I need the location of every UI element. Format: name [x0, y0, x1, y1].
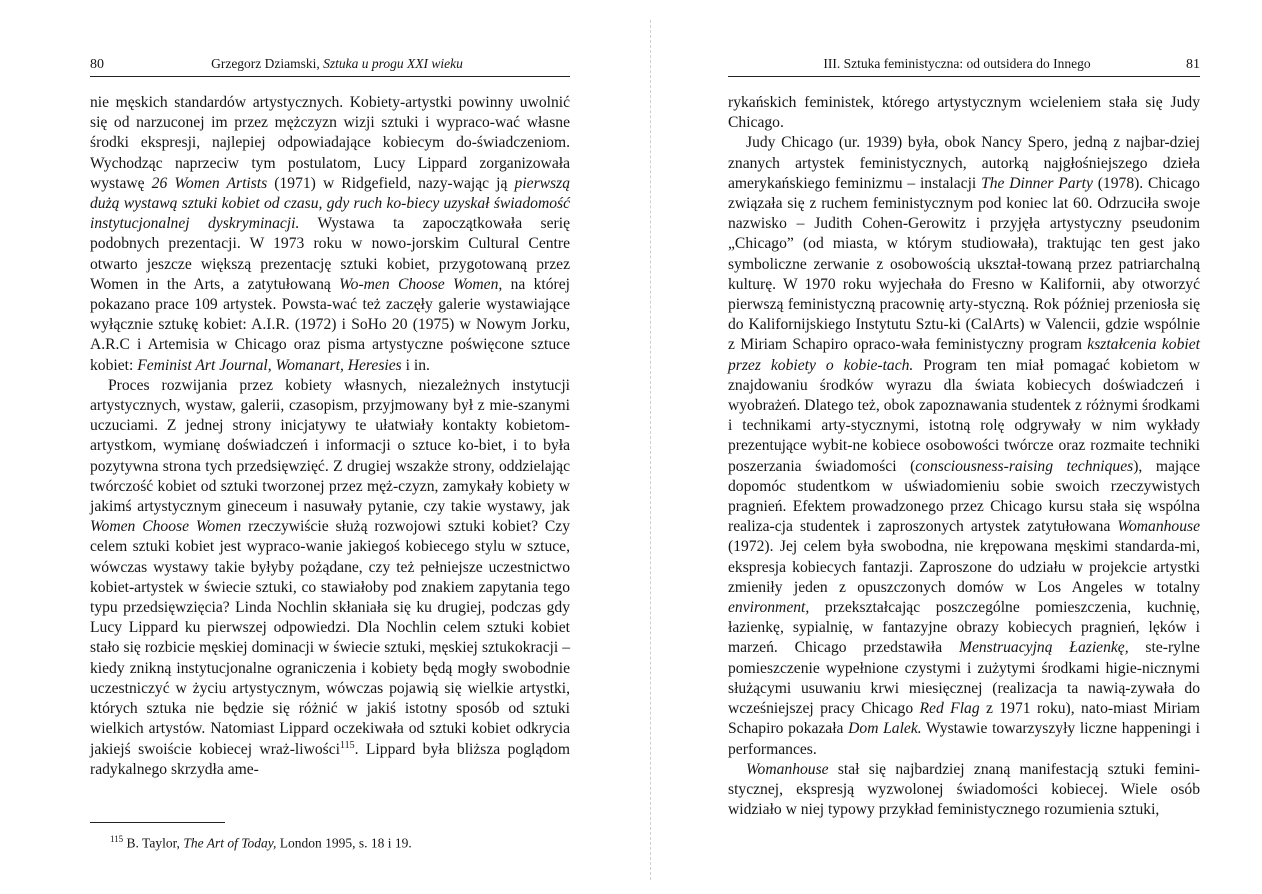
- left-page: [90, 56, 571, 851]
- right-running-head: III. Sztuka feministyczna: od outsidera do Innego: [823, 56, 1091, 71]
- left-running-head: [104, 56, 570, 72]
- right-page-number: 81: [1186, 57, 1200, 72]
- right-page: [728, 56, 1200, 820]
- book-gutter: [650, 20, 653, 880]
- right-page-body: [728, 93, 1200, 820]
- running-head-author: Grzegorz Dziamski,: [211, 56, 320, 71]
- footnote-rule: [90, 822, 225, 823]
- left-page-number: 80: [90, 57, 104, 72]
- right-page-header: [728, 56, 1200, 77]
- right-paragraph-1: rykańskich feministek, którego artystycznym wcieleniem stała się Judy Chicago.: [728, 94, 1200, 132]
- footnote-reference: 115: [339, 739, 355, 751]
- footnote: $^{115}$ B. Taylor, The Art of Today, London 1995, s. 18 i 19.: [110, 834, 412, 851]
- left-paragraph-1: nie męskich standardów artystycznych. Kobiety-artystki powinny uwolnić się od narzuconej im przez mężczyzn wizji sztuki i wypraco-wać własne środki ekspresji, najlepiej odpowiadające kobiecym do-świadczeniom. Wychodząc naprzeciw tym postulatom, Lucy Lippard zorganizowała wystawę 26 Women Artists (1971) w Ridgefield, nazy-wając ją pierwszą dużą wystawą sztuki kobiet od czasu, gdy ruch ko-biecy uzyskał świadomość instytucjonalnej dyskryminacji. Wystawa ta zapoczątkowała serię podobnych prezentacji. W 1973 roku w nowo-jorskim Cultural Centre otwarto jeszcze większą prezentację sztuki kobiet, przygotowaną przez Women in the Arts, a zatytułowaną Wo-men Choose Women, na której pokazano prace 109 artystek. Powsta-wać też zaczęły galerie wystawiające wyłącznie sztukę kobiet: A.I.R. (1972) i SoHo 20 (1975) w Nowym Jorku, A.R.C i Artemisia w Chicago oraz pisma artystyczne poświęcone sztuce kobiet: Feminist Art Journal, Womanart, Heresies i in.: [90, 94, 570, 374]
- left-page-header: [90, 56, 570, 77]
- right-paragraph-3: Womanhouse stał się najbardziej znaną manifestacją sztuki femini-stycznej, ekspresją wyzwolonej świadomości kobiecej. Wiele osób widziało w niej typowy przykład feministycznego rozumienia sztuki,: [728, 760, 1200, 819]
- left-page-body: [90, 93, 570, 780]
- running-head-book-title: Sztuka u progu XXI wieku: [323, 56, 463, 71]
- right-paragraph-2: Judy Chicago (ur. 1939) była, obok Nancy Spero, jedną z najbar-dziej znanych artystek feministycznych, autorką najgłośniejszego dzieła amerykańskiego feminizmu – instalacji The Dinner Party (1978). Chicago związała się z ruchem feministycznym pod koniec lat 60. Odrzuciła swoje nazwisko – Judith Cohen-Gerowitz i przyjęła artystyczny pseudonim „Chicago” (od miasta, w którym studiowała), traktując ten gest jako symboliczne zerwanie z osobowością ukształ-towaną przez patriarchalną kulturę. W 1970 roku wyjechała do Fresno w Kalifornii, aby otworzyć pierwszą feministyczną pracownię arty-styczną. Rok później przeniosła się do Kalifornijskiego Instytutu Sztu-ki (CalArts) w Valencii, gdzie wspólnie z Miriam Schapiro opraco-wała feministyczny program kształcenia kobiet przez kobiety o kobie-tach. Program ten miał pomagać kobietom w znajdowaniu środków wyrazu dla świata kobiecych doświadczeń i wyobrażeń. Dlatego też, obok zapoznawania studentek z różnymi środkami i technikami arty-stycznymi, istotną rolę odgrywały w nim wykłady prezentujące wybit-ne kobiece osobowości twórcze oraz rozmaite techniki poszerzania świadomości (consciousness-raising techniques), mające dopomóc studentkom w uświadomieniu sobie swoich rzeczywistych pragnień. Efektem prowadzonego przez Chicago kursu stała się wspólna realiza-cja studentek i zaproszonych artystek zatytułowana Womanhouse (1972). Jej celem była swobodna, nie krępowana męskimi standarda-mi, ekspresja kobiecych fantazji. Zaproszone do udziału w projekcie artystki zmieniły jeden z opuszczonych domów w Los Angeles w totalny environment, przekształcając poszczególne pomieszczenia, kuchnię, łazienkę, sypialnię, w fantazyjne obrazy kobiecych pragnień, lęków i marzeń. Chicago przedstawiła Menstruacyjną Łazienkę, ste-rylne pomieszczenie wypełnione czystymi i zużytymi środkami higie-nicznymi służącymi usuwaniu krwi miesięcznej (realizacja ta nawią-zywała do wcześniejszej pracy Chicago Red Flag z 1971 roku), nato-miast Miriam Schapiro pokazała Dom Lalek. Wystawie towarzyszyły liczne happeningi i performances.: [728, 134, 1201, 758]
- left-paragraph-2: Proces rozwijania przez kobiety własnych, niezależnych instytucji artystycznych, wystaw, galerii, czasopism, przyjmowany był z mie-szanymi uczuciami. Z jednej strony inicjatywy te ułatwiały kontakty kobietom-artystkom, wymianę doświadczeń i informacji o sztuce ko-biet, i to była pozytywna strona tych przedsięwzięć. Z drugiej wszakże strony, oddzielając twórczość kobiet od sztuki tworzonej przez męż-czyzn, zamykały kobiety w jakimś artystycznym gineceum i nasuwały pytanie, czy takie wystawy, jak Women Choose Women rzeczywiście służą rozwojowi sztuki kobiet? Czy celem sztuki kobiet jest wypraco-wanie jakiegoś kobiecego stylu w sztuce, wówczas wystawy takie byłyby pożądane, czy też pełniejsze uczestnictwo kobiet-artystek w świecie sztuki, co stawiałoby pod znakiem zapytania tego typu przedsięwzięcia? Linda Nochlin skłaniała się ku drugiej, podczas gdy Lucy Lippard ku pierwszej odpowiedzi. Dla Nochlin celem sztuki kobiet stało się rozbicie męskiej dominacji w świecie sztuki, męskiej sztukokracji – kiedy znikną instytucjonalne ograniczenia i kobiety będą mogły swobodnie uczestniczyć w życiu artystycznym, wówczas pojawią się wielkie artystki, których sztuka nie będzie się różnić w jakiś istotny sposób od sztuki wielkich artystów. Natomiast Lippard oczekiwała od sztuki kobiet odkrycia jakiejś swoiście kobiecej wraż-liwości$^{115}$. Lippard była bliższa poglądom radykalnego skrzydła ame-: [90, 376, 571, 778]
